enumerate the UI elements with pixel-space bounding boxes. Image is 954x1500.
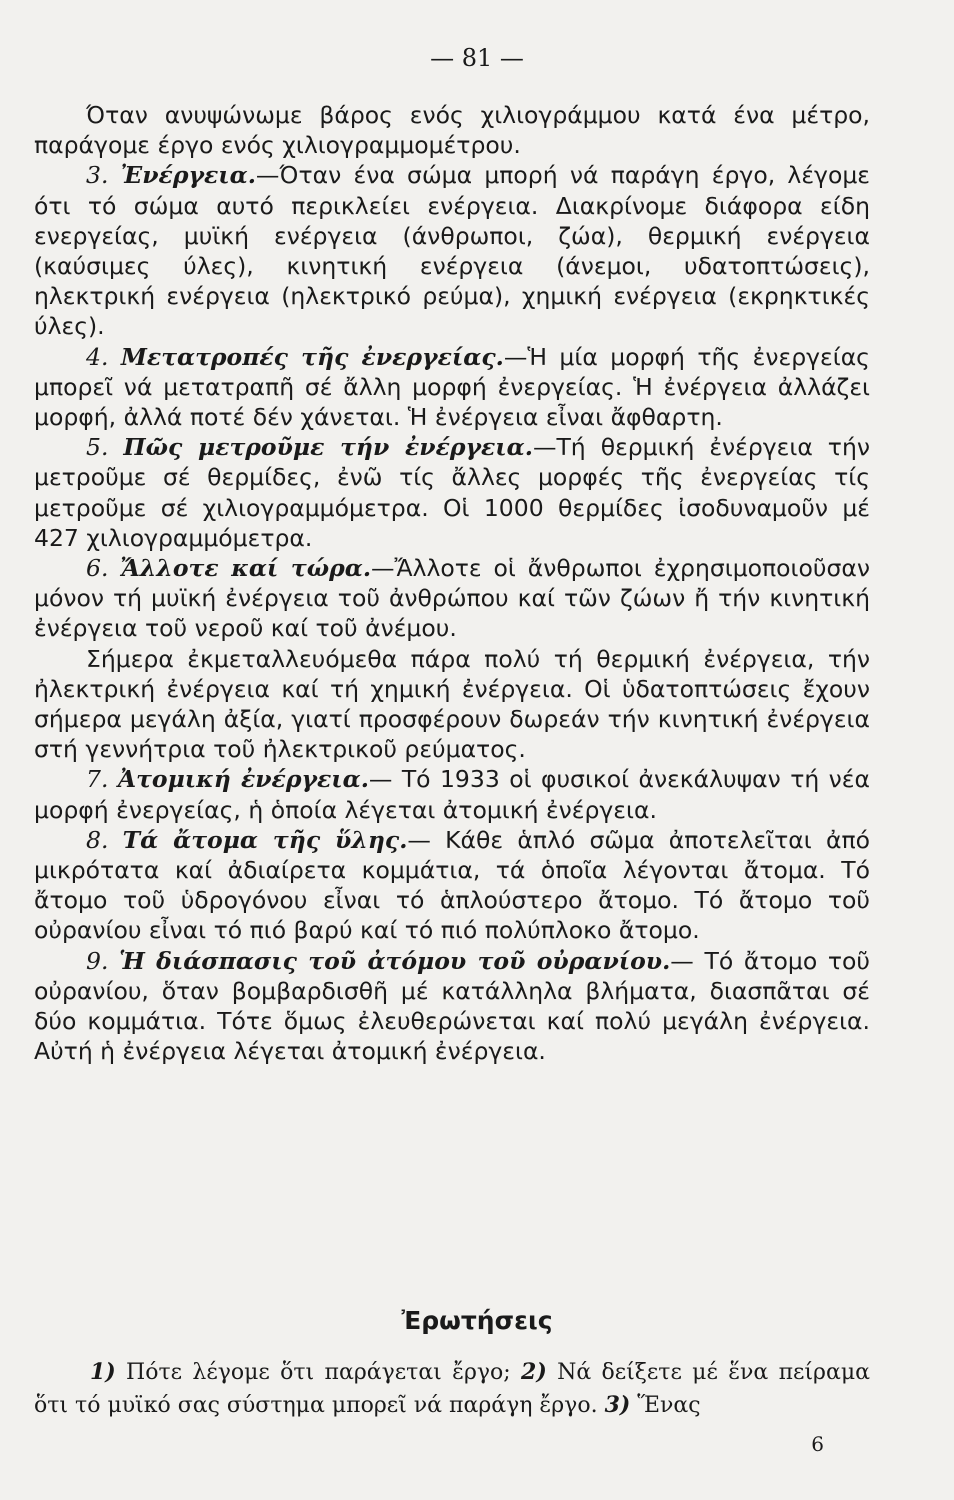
section-title: Ἄλλοτε καί τώρα. [120,554,372,583]
section-8 [34,825,870,946]
section-title: Μετατροπές τῆς ἐνεργείας. [120,342,504,371]
section-title: Ἡ διάσπασις τοῦ ἀτόμου τοῦ οὐρανίου. [119,946,671,975]
section-title: Πῶς μετροῦμε τήν ἐνέργεια. [123,433,533,462]
section-text: —Ἡ μία μορφή τῆς ἐνεργείας μπορεῖ νά μετατραπῆ σέ ἄλλη μορφή ἐνεργείας. Ἡ ἐνέργεια ἀλλάζει μορφή, ἀλλά ποτέ δέν χάνεται. Ἡ ἐνέργεια εἶναι ἄφθαρτη. [34,342,870,432]
question-number: 3) [604,1392,631,1418]
questions-text [34,1356,870,1422]
section-text: —Τή θερμική ἐνέργεια τήν μετροῦμε σέ θερμίδες, ἐνῶ τίς ἄλλες μορφές τῆς ἐνεργείας τίς μετροῦμε σέ χιλιογραμμόμετρα. Οἱ 1000 θερμίδες ἰσοδυναμοῦν μέ 427 χιλιογραμμόμετρα. [34,433,870,552]
section-9 [34,946,870,1067]
section-6 [34,553,870,644]
question-text: Νά δείξετε μέ ἕνα πείραμα ὅτι τό μυϊκό σας σύστημα μπορεῖ νά παράγη ἔργο. [34,1360,870,1418]
section-number: 8. [86,825,109,854]
intro-paragraph: Όταν ανυψώνωμε βάρος ενός χιλιογράμμου κατά ένα μέτρο, παράγομε έργο ενός χιλιογραμμομέτρου. [34,101,870,160]
section-number: 4. [86,342,109,371]
section-6-continued [34,644,870,765]
section-5 [34,432,870,553]
question-text: Πότε λέγομε ὅτι παράγεται ἔργο; [115,1360,522,1385]
section-number: 6. [86,554,109,583]
section-text: — Κάθε ἁπλό σῶμα ἀποτελεῖται ἀπό μικρότατα καί ἀδιαίρετα κομμάτια, τά ὁποῖα λέγονται ἄτομα. Τό ἄτομο τοῦ ὑδρογόνου εἶναι τό ἁπλούστερο ἄτομο. Τό ἄτομο τοῦ οὐρανίου εἶναι τό πιό βαρύ καί τό πιό πολύπλοκο ἄτομο. [34,825,870,945]
body-text [34,100,870,1067]
question-text: Ἕνας [630,1393,701,1418]
section-4 [34,342,870,433]
section-title: Ἐνέργεια. [120,161,256,190]
section-number: 5. [86,433,109,462]
section-text: — Τό ἄτομο τοῦ οὐρανίου, ὅταν βομβαρδισθῆ μέ κατάλληλα βλήματα, διασπᾶται σέ δύο κομμάτια. Τότε ὅμως ἐλευθερώνεται καί πολύ μεγάλη ἐνέργεια. Αὐτή ἡ ἐνέργεια λέγεται ἀτομική ἐνέργεια. [34,946,870,1066]
question-number: 1) [90,1359,116,1385]
section-text: —Ἄλλοτε οἱ ἄνθρωποι ἐχρησιμοποιοῦσαν μόνον τή μυϊκή ἐνέργεια τοῦ ἀνθρώπου καί τῶν ζώων ἤ τήν κινητική ἐνέργεια τοῦ νεροῦ καί τοῦ ἀνέμου. [34,554,870,643]
signature-mark: 6 [811,1432,824,1456]
section-3 [34,160,870,341]
section-title: Ἀτομική ἐνέργεια. [117,765,369,794]
section-text: Σήμερα ἐκμεταλλευόμεθα πάρα πολύ τή θερμική ἐνέργεια, τήν ἠλεκτρική ἐνέργεια καί τή χημική ἐνέργεια. Οἱ ὑδατοπτώσεις ἔχουν σήμερα μεγάλη ἀξία, γιατί προσφέρουν δωρεάν τήν κινητική ἐνέργεια στή γεννήτρια τοῦ ἠλεκτρικοῦ ρεύματος. [34,644,870,764]
section-7 [34,764,870,824]
questions-heading: Ἐρωτήσεις [401,1306,553,1335]
section-text: —Όταν ένα σώμα μπορή νά παράγη έργο, λέγομε ότι τό σώμα αυτό περικλείει ενέργεια. Διακρίνομε διάφορα είδη ενεργείας, μυϊκή ενέργεια (άνθρωποι, ζώα), θερμική ενέργεια (καύσιμες ύλες), κινητική ενέργεια (άνεμοι, υδατοπτώσεις), ηλεκτρική ενέργεια (ηλεκτρικό ρεύμα), χημική ενέργεια (εκρηκτικές ύλες). [34,161,870,341]
section-number: 3. [86,161,109,190]
questions-paragraph [34,1356,870,1422]
section-title: Τά ἄτομα τῆς ὕλης. [122,825,408,854]
page-number: — 81 — [430,44,524,72]
section-text: — Τό 1933 οἱ φυσικοί ἀνεκάλυψαν τή νέα μορφή ἐνεργείας, ἡ ὁποία λέγεται ἀτομική ἐνέργεια. [34,765,870,824]
question-number: 2) [521,1359,547,1385]
section-number: 9. [86,946,109,975]
section-number: 7. [86,765,109,794]
